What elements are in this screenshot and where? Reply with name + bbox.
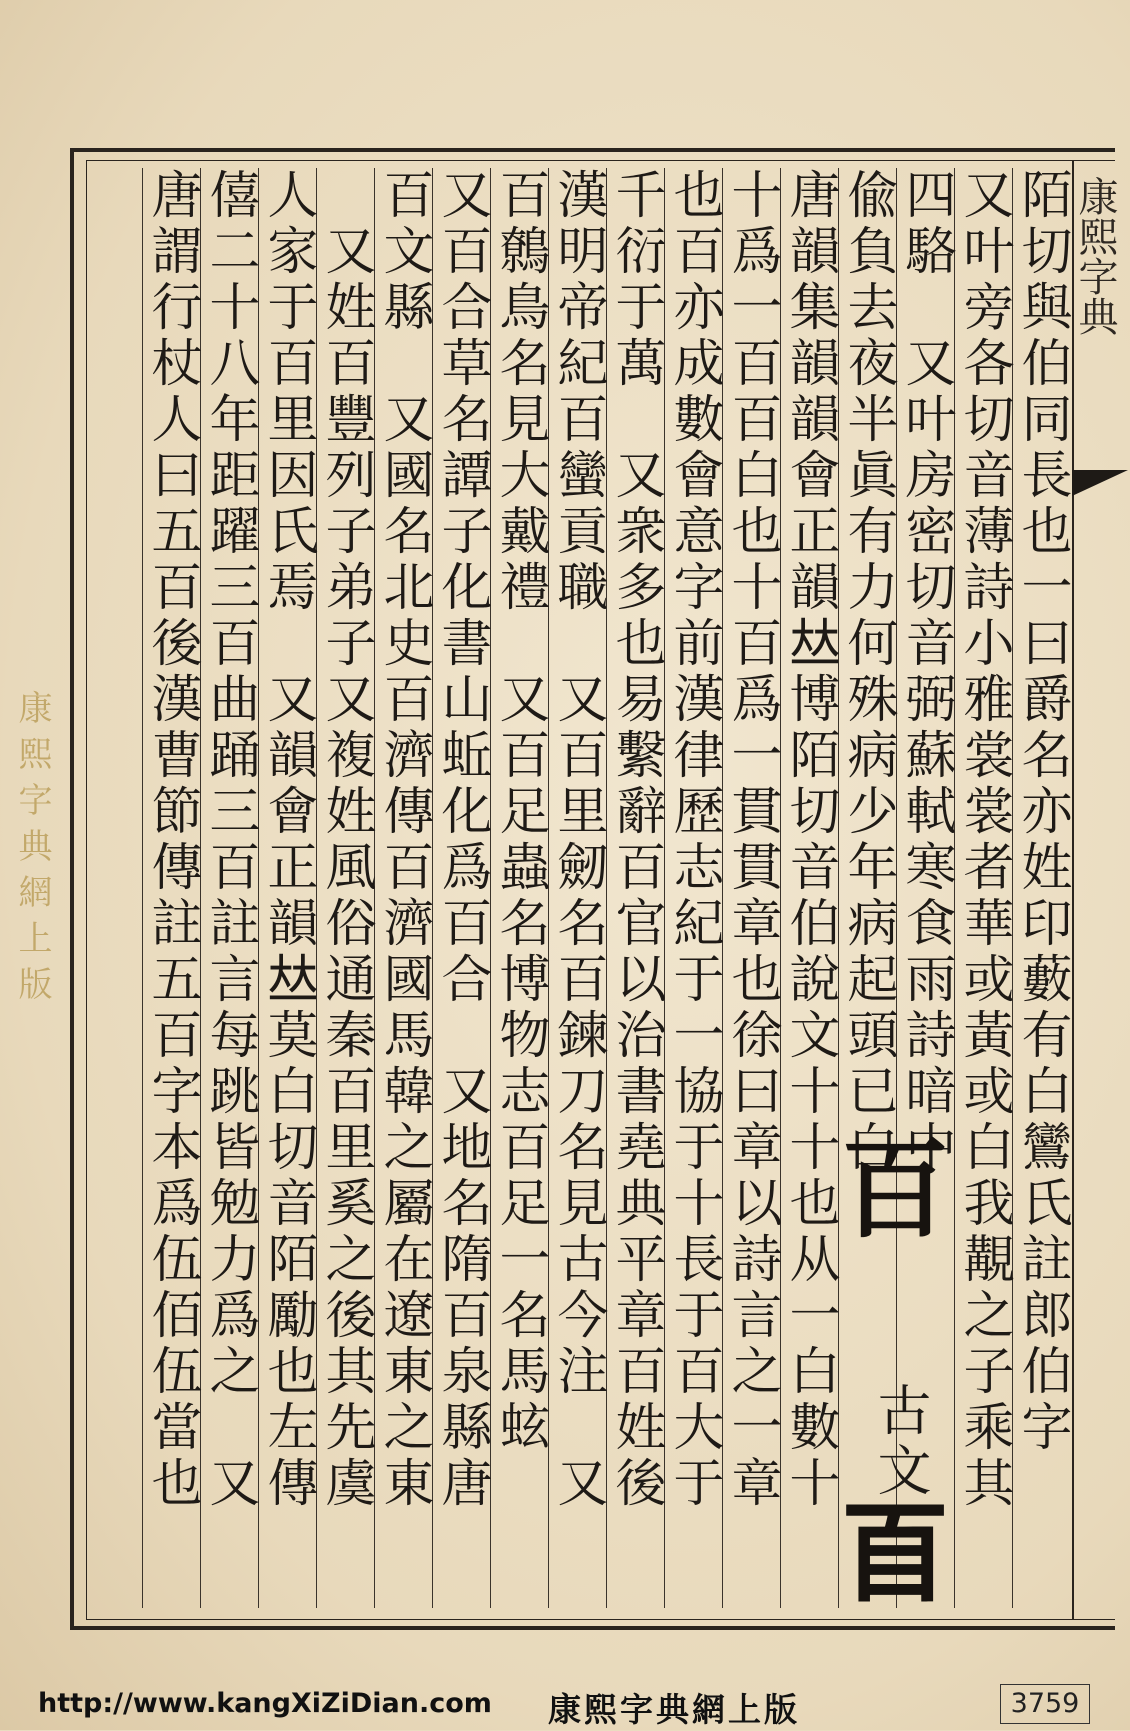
footer-url[interactable]: http://www.kangXiZiDian.com: [38, 1688, 492, 1719]
text-column: 僖二十八年距躍三百曲踊三百註言每跳皆勉力爲之 又: [200, 168, 258, 1608]
page-number: 3759: [1000, 1684, 1090, 1724]
text-column: 十爲一百百白也十百爲一貫貫章也徐曰章以詩言之一章: [722, 168, 780, 1608]
text-column: 陌切與伯同長也一曰爵名亦姓印藪有白鸞氏註郎伯字: [1012, 168, 1070, 1608]
text-column: 百鷯鳥名見大戴禮 又百足蟲名博物志百足一名馬蚿: [490, 168, 548, 1608]
text-column: 百文縣 又國名北史百濟傳百濟國馬韓之屬在遼東之東: [374, 168, 432, 1608]
text-column: 偸負去夜半眞有力何殊病少年病起頭已白: [838, 168, 896, 1608]
footer-title: 康熙字典網上版: [548, 1690, 800, 1729]
fold-margin-title: 康熙字典: [1072, 176, 1118, 336]
text-column: 又百合草名譚子化書山蚯化爲百合 又地名隋百泉縣唐: [432, 168, 490, 1608]
text-column: 漢明帝紀百蠻貢職 又百里劒名百鍊刀名見古今注 又: [548, 168, 606, 1608]
text-column: 又姓百豐列子弟子又複姓風俗通秦百里奚之後其先虞: [316, 168, 374, 1608]
side-watermark: 康熙字典網上版: [12, 690, 52, 1012]
text-column: 千衍于萬 又衆多也易繫辭百官以治書堯典平章百姓後: [606, 168, 664, 1608]
text-column: 唐韻集韻韻會正韻𠀤博陌切音伯說文十十也从一白數十: [780, 168, 838, 1608]
fold-margin: [1072, 160, 1130, 1620]
variant-label: 古文: [869, 1382, 932, 1502]
text-column: 人家于百里因氏焉 又韻會正韻𠀤莫白切音陌勵也左傳: [258, 168, 316, 1608]
variant-character: 𦣻: [840, 1491, 949, 1617]
text-column: 又叶旁各切音薄詩小雅裳裳者華或黃或白我覯之子乘其: [954, 168, 1012, 1608]
text-column: 唐謂行杖人曰五百後漢曹節傳註五百字本爲伍佰伍當也: [142, 168, 200, 1608]
text-column: 四駱 又叶房密切音弼蘇軾寒食雨詩暗中: [896, 168, 954, 1608]
headword: 百: [840, 1127, 949, 1253]
text-column: 也百亦成數會意字前漢律歷志紀于一協于十長于百大于: [664, 168, 722, 1608]
fishtail-mark: [1072, 470, 1128, 496]
